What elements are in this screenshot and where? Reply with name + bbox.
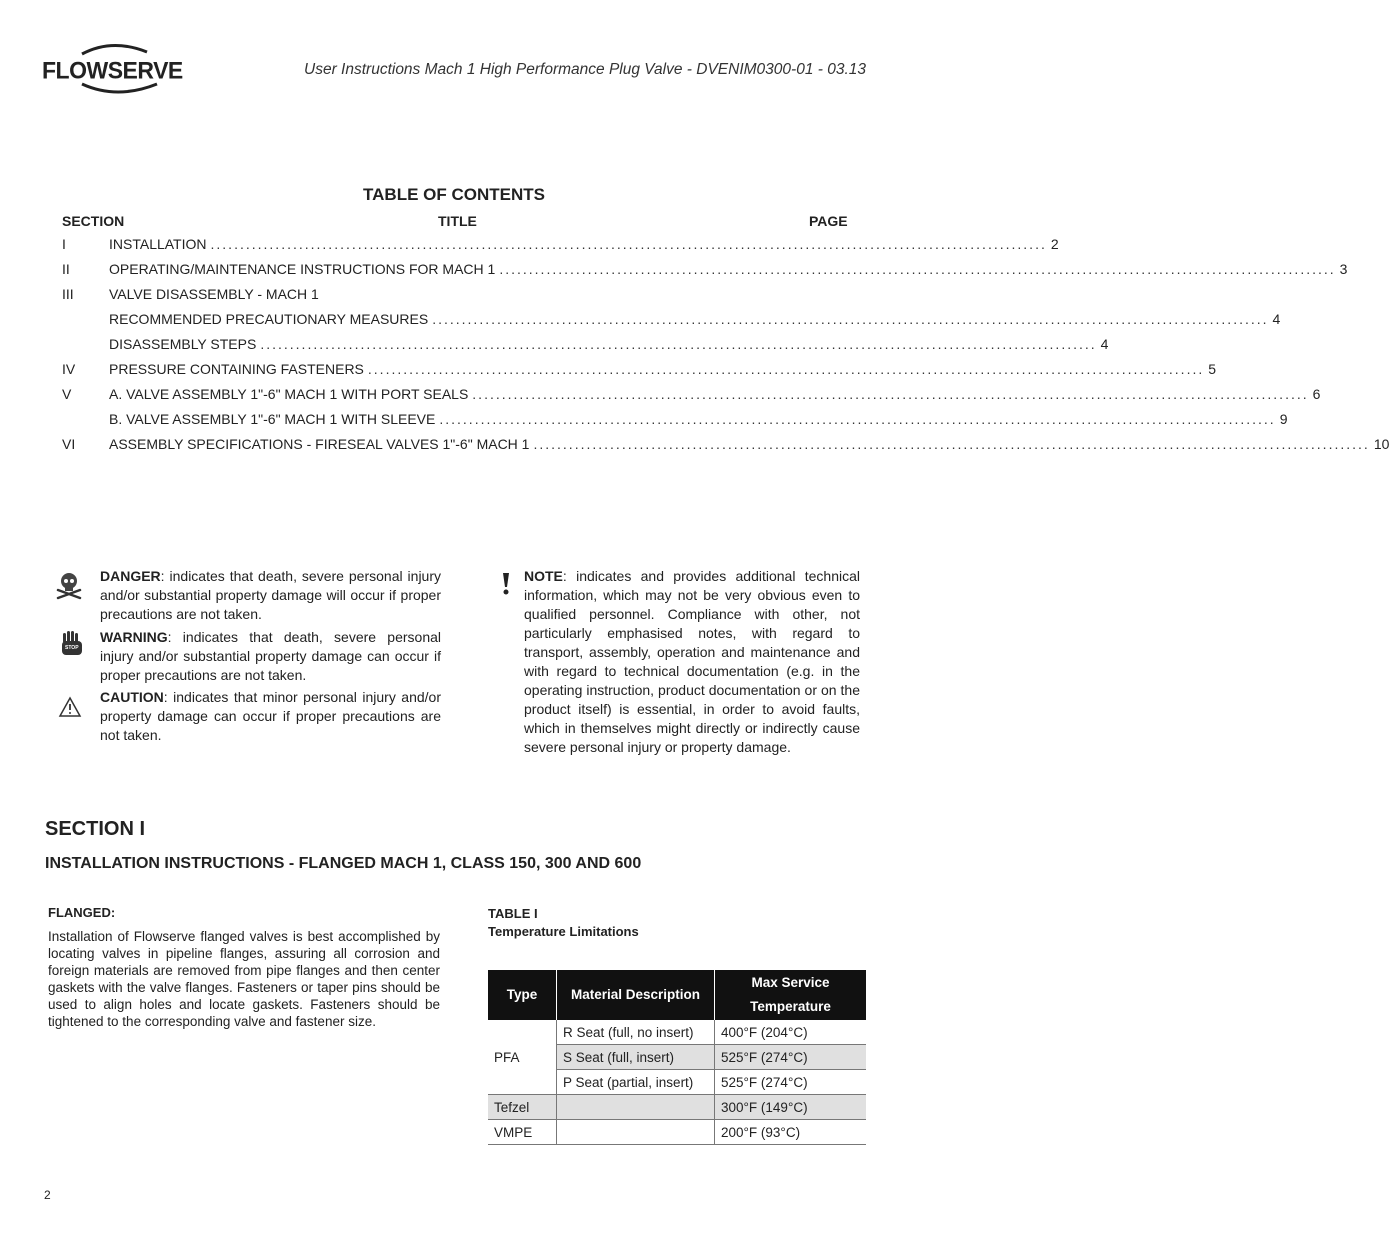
cell-temp: 400°F (204°C) bbox=[715, 1020, 867, 1045]
cell-material bbox=[557, 1120, 715, 1145]
toc-col-title: TITLE bbox=[438, 213, 477, 229]
toc-entry-title: A. VALVE ASSEMBLY 1"-6" MACH 1 WITH PORT SEALS bbox=[109, 386, 469, 402]
flanged-paragraph: Installation of Flowserve flanged valves is best accomplished by locating valves in pipeline flanges, assuring all corrosion and foreign materials are removed from pipe flanges and then center gaskets with the valve flanges. Fasteners or taper pins should be used to align holes and locate gaskets. Fasteners should be tightened to the corresponding valve and fastener size. bbox=[48, 929, 440, 1029]
cell-material: S Seat (full, insert) bbox=[557, 1045, 715, 1070]
caution-label: CAUTION bbox=[100, 689, 164, 705]
cell-type: VMPE bbox=[488, 1120, 557, 1145]
toc-row[interactable]: B. VALVE ASSEMBLY 1"-6" MACH 1 WITH SLEEVE .............................................................................................................................................. 9 bbox=[109, 411, 1288, 427]
toc-entry-title: B. VALVE ASSEMBLY 1"-6" MACH 1 WITH SLEEVE bbox=[109, 411, 436, 427]
stop-hand-icon bbox=[60, 631, 84, 659]
cell-temp: 300°F (149°C) bbox=[715, 1095, 867, 1120]
caution-text: : indicates that minor personal injury and/or property damage can occur if proper precautions are not taken. bbox=[100, 689, 441, 743]
toc-page-num: 4 bbox=[1272, 311, 1281, 327]
toc-section-num: III bbox=[62, 286, 74, 302]
cell-temp: 525°F (274°C) bbox=[715, 1045, 867, 1070]
cell-type-pfa: PFA bbox=[488, 1020, 557, 1095]
toc-page-num: 6 bbox=[1312, 386, 1321, 402]
toc-row[interactable]: RECOMMENDED PRECAUTIONARY MEASURES .............................................................................................................................................. 4 bbox=[109, 311, 1281, 327]
toc-entry-title: INSTALLATION bbox=[109, 236, 207, 252]
toc-section-num: V bbox=[62, 386, 72, 402]
toc-page-num: 4 bbox=[1100, 336, 1109, 352]
toc-row[interactable] bbox=[62, 286, 844, 311]
document-title: User Instructions Mach 1 High Performance Plug Valve - DVENIM0300-01 - 03.13 bbox=[304, 61, 866, 78]
toc-entry-title: ASSEMBLY SPECIFICATIONS - FIRESEAL VALVES 1"-6" MACH 1 bbox=[109, 436, 530, 452]
note-notice bbox=[524, 567, 860, 757]
table-number: TABLE I bbox=[488, 906, 538, 921]
toc-entry-title: VALVE DISASSEMBLY - MACH 1 bbox=[109, 286, 319, 302]
toc-section-num: IV bbox=[62, 361, 76, 377]
page-number: 2 bbox=[44, 1188, 51, 1202]
toc-page-num: 5 bbox=[1208, 361, 1217, 377]
toc-section-num: I bbox=[62, 236, 66, 252]
toc-col-page: PAGE bbox=[809, 213, 848, 229]
cell-material bbox=[557, 1095, 715, 1120]
temperature-limitations-table bbox=[488, 970, 866, 1145]
flowserve-logo bbox=[42, 40, 182, 96]
toc-row[interactable]: IV PRESSURE CONTAINING FASTENERS .............................................................................................................................................. 5 bbox=[62, 361, 1217, 377]
toc-row[interactable]: DISASSEMBLY STEPS .............................................................................................................................................. 4 bbox=[109, 336, 1109, 352]
toc-title: TABLE OF CONTENTS bbox=[363, 185, 545, 204]
warning-text: : indicates that death, severe personal injury and/or substantial property damage can occur if proper precautions are not taken. bbox=[100, 629, 441, 683]
section-subtitle: INSTALLATION INSTRUCTIONS - FLANGED MACH 1, CLASS 150, 300 AND 600 bbox=[45, 855, 642, 872]
toc-section-num: II bbox=[62, 261, 70, 277]
toc-col-section: SECTION bbox=[62, 213, 125, 229]
toc-page-num: 3 bbox=[1339, 261, 1348, 277]
danger-label: DANGER bbox=[100, 568, 161, 584]
table-caption bbox=[488, 905, 639, 941]
toc-row[interactable]: V A. VALVE ASSEMBLY 1"-6" MACH 1 WITH PORT SEALS .............................................................................................................................................. 6 bbox=[62, 386, 1321, 402]
toc-row[interactable]: I INSTALLATION .............................................................................................................................................. 2 bbox=[62, 236, 1059, 252]
toc-entry-title: PRESSURE CONTAINING FASTENERS bbox=[109, 361, 364, 377]
table-row bbox=[488, 1120, 866, 1145]
toc-list bbox=[62, 236, 1389, 461]
toc-entry-title: OPERATING/MAINTENANCE INSTRUCTIONS FOR MACH 1 bbox=[109, 261, 496, 277]
caution-triangle-icon bbox=[59, 697, 81, 722]
toc-row[interactable]: II OPERATING/MAINTENANCE INSTRUCTIONS FOR MACH 1 .............................................................................................................................................. 3 bbox=[62, 261, 1348, 277]
danger-text: : indicates that death, severe personal injury and/or substantial property damage will occur if proper precautions are not taken. bbox=[100, 568, 441, 622]
caution-notice bbox=[100, 688, 441, 745]
section-title: SECTION I bbox=[45, 818, 146, 840]
toc-page-num: 9 bbox=[1279, 411, 1288, 427]
note-text: : indicates and provides additional technical information, which may not be very obvious even to qualified personnel. Compliance with other, not particularly emphasised notes, with regard to transport, assembly, operation and maintenance and with regard to technical documentation (e.g. in the operating instruction, product documentation or on the product itself) is essential, in order to avoid faults, which in themselves might directly or indirectly cause severe personal injury or property damage. bbox=[524, 568, 860, 755]
cell-material: P Seat (partial, insert) bbox=[557, 1070, 715, 1095]
table-header-row bbox=[488, 970, 866, 1020]
header-material: Material Description bbox=[557, 970, 715, 1020]
toc-page-num: 2 bbox=[1050, 236, 1059, 252]
note-label: NOTE bbox=[524, 568, 563, 584]
cell-material: R Seat (full, no insert) bbox=[557, 1020, 715, 1045]
toc-page-num: 10 bbox=[1373, 436, 1389, 452]
table-row bbox=[488, 1095, 866, 1120]
header-max-temp: Max Service Temperature bbox=[715, 970, 867, 1020]
table-title: Temperature Limitations bbox=[488, 924, 639, 939]
stop-icon-label: STOP bbox=[65, 645, 79, 651]
skull-crossbones-icon bbox=[54, 570, 84, 605]
toc-entry-title: RECOMMENDED PRECAUTIONARY MEASURES bbox=[109, 311, 429, 327]
toc-section-num: VI bbox=[62, 436, 76, 452]
table-row bbox=[488, 1020, 866, 1045]
header-type: Type bbox=[488, 970, 557, 1020]
toc-entry-title: DISASSEMBLY STEPS bbox=[109, 336, 257, 352]
danger-notice bbox=[100, 567, 441, 624]
flanged-heading: FLANGED: bbox=[48, 905, 116, 920]
toc-row[interactable]: VI ASSEMBLY SPECIFICATIONS - FIRESEAL VALVES 1"-6" MACH 1 .............................................................................................................................................. 10 bbox=[62, 436, 1389, 452]
logo-wordmark: FLOWSERVE bbox=[42, 56, 183, 84]
warning-notice bbox=[100, 628, 441, 685]
cell-type: Tefzel bbox=[488, 1095, 557, 1120]
warning-label: WARNING bbox=[100, 629, 168, 645]
exclamation-icon bbox=[501, 572, 511, 601]
cell-temp: 525°F (274°C) bbox=[715, 1070, 867, 1095]
cell-temp: 200°F (93°C) bbox=[715, 1120, 867, 1145]
